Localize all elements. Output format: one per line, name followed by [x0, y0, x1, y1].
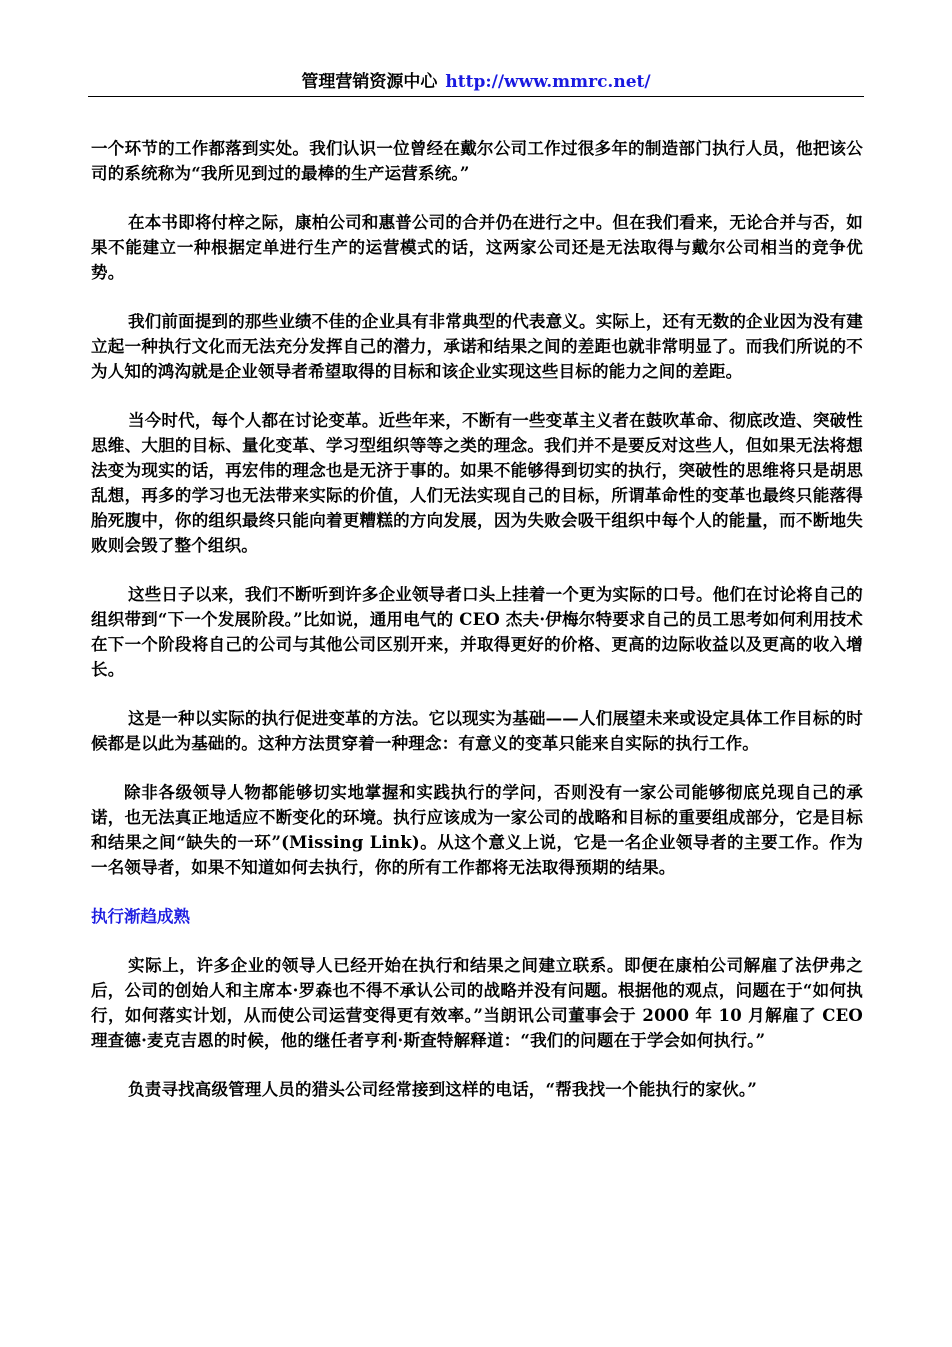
document-body	[91, 136, 863, 1102]
paragraph: 这是一种以实际的执行促进变革的方法。它以现实为基础——人们展望未来或设定具体工作目标的时候都是以此为基础的。这种方法贯穿着一种理念：有意义的变革只能来自实际的执行工作。	[91, 709, 863, 753]
site-name: 管理营销资源中心	[301, 72, 438, 92]
paragraph-continued: 一个环节的工作都落到实处。我们认识一位曾经在戴尔公司工作过很多年的制造部门执行人员，他把该公司的系统称为“我所见到过的最棒的生产运营系统。”	[91, 139, 863, 183]
paragraph: 实际上，许多企业的领导人已经开始在执行和结果之间建立联系。即便在康柏公司解雇了法伊弗之后，公司的创始人和主席本·罗森也不得不承认公司的战略并没有问题。根据他的观点，问题在于“如何执行，如何落实计划，从而使公司运营变得更有效率。”当朗讯公司董事会于 2000 年 10 月解雇了 CEO 理查德·麦克吉恩的时候，他的继任者亨利·斯查特解释道：“我们的问题在于学会如何执行。”	[91, 956, 863, 1050]
page-header	[88, 68, 864, 97]
paragraph: 在本书即将付梓之际，康柏公司和惠普公司的合并仍在进行之中。但在我们看来，无论合并与否，如果不能建立一种根据定单进行生产的运营模式的话，这两家公司还是无法取得与戴尔公司相当的竞争优势。	[91, 213, 863, 282]
paragraph: 这些日子以来，我们不断听到许多企业领导者口头上挂着一个更为实际的口号。他们在讨论将自己的组织带到“下一个发展阶段。”比如说，通用电气的 CEO 杰夫·伊梅尔特要求自己的员工思考如何利用技术在下一个阶段将自己的公司与其他公司区别开来，并取得更好的价格、更高的边际收益以及更高的收入增长。	[91, 585, 863, 679]
paragraph: 除非各级领导人物都能够切实地掌握和实践执行的学问，否则没有一家公司能够彻底兑现自己的承诺，也无法真正地适应不断变化的环境。执行应该成为一家公司的战略和目标的重要组成部分，它是目标和结果之间“缺失的一环”(Missing Link)。从这个意义上说，它是一名企业领导者的主要工作。作为一名领导者，如果不知道如何去执行，你的所有工作都将无法取得预期的结果。	[91, 783, 863, 877]
site-url-link[interactable]: http://www.mmrc.net/	[445, 72, 651, 92]
section-heading: 执行渐趋成熟	[91, 907, 190, 926]
paragraph: 负责寻找高级管理人员的猎头公司经常接到这样的电话，“帮我找一个能执行的家伙。”	[128, 1080, 758, 1099]
paragraph: 当今时代，每个人都在讨论变革。近些年来，不断有一些变革主义者在鼓吹革命、彻底改造、突破性思维、大胆的目标、量化变革、学习型组织等等之类的理念。我们并不是要反对这些人，但如果无法将想法变为现实的话，再宏伟的理念也是无济于事的。如果不能够得到切实的执行，突破性的思维将只是胡思乱想，再多的学习也无法带来实际的价值，人们无法实现自己的目标，所谓革命性的变革也最终只能落得胎死腹中，你的组织最终只能向着更糟糕的方向发展，因为失败会吸干组织中每个人的能量，而不断地失败则会毁了整个组织。	[91, 411, 863, 555]
paragraph: 我们前面提到的那些业绩不佳的企业具有非常典型的代表意义。实际上，还有无数的企业因为没有建立起一种执行文化而无法充分发挥自己的潜力，承诺和结果之间的差距也就非常明显了。而我们所说的不为人知的鸿沟就是企业领导者希望取得的目标和该企业实现这些目标的能力之间的差距。	[91, 312, 863, 381]
